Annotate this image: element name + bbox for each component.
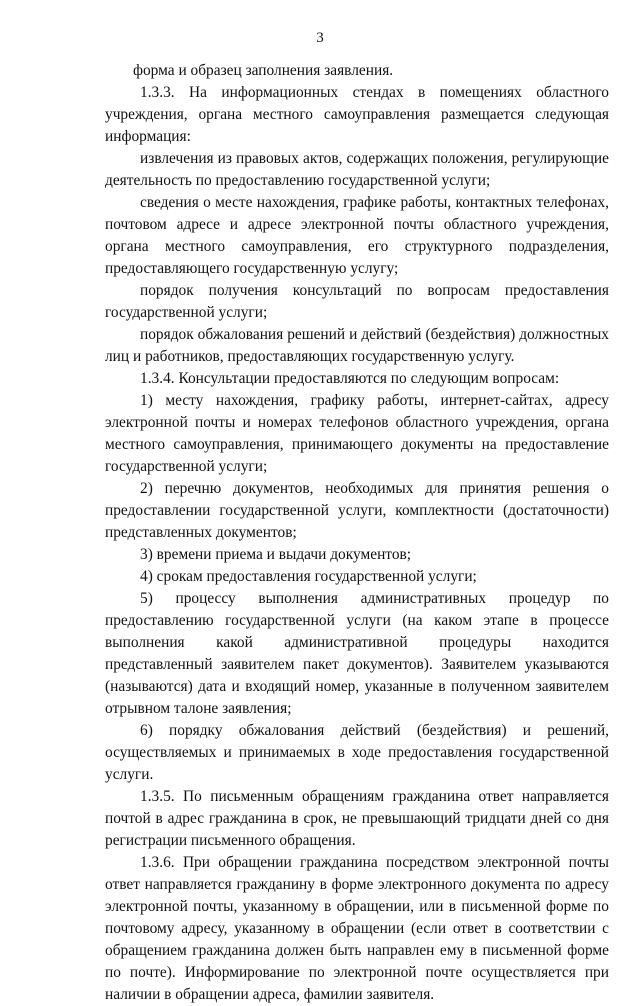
paragraph-1-3-5: 1.3.5. По письменным обращениям гражданина ответ направляется почтой в адрес гражданина в срок, не превышающий тридцати дней со дня регистрации письменного обращения. — [105, 788, 609, 849]
list-item-2: 2) перечню документов, необходимых для принятия решения о предоставлении государственной услуги, комплектности (достаточности) представленных документов; — [105, 480, 609, 541]
list-item-4: 4) срокам предоставления государственной услуги; — [140, 568, 477, 585]
paragraph-legal-extracts: извлечения из правовых актов, содержащих положения, регулирующие деятельность по предоставлению государственной услуги; — [105, 150, 609, 189]
paragraph-1-3-6: 1.3.6. При обращении гражданина посредством электронной почты ответ направляется гражданину в форме электронного документа по адресу электронной почты, указанному в обращении, или в письменной форме по почтовому адресу, указанному в обращении (если ответ в соответствии с обращением гражданина должен быть направлен ему в письменной форме по почте). Информирование по электронной почте осуществляется при наличии в обращении адреса, фамилии заявителя. — [105, 854, 609, 1003]
paragraph-consultation-order: порядок получения консультаций по вопросам предоставления государственной услуги; — [105, 282, 609, 321]
paragraph-1-3-3: 1.3.3. На информационных стендах в помещениях областного учреждения, органа местного самоуправления размещается следующая информация: — [105, 84, 609, 145]
paragraph-location-info: сведения о месте нахождения, графике работы, контактных телефонах, почтовом адресе и адресе электронной почты областного учреждения, органа местного самоуправления, его структурного подразделения, предоставляющего государственную услугу; — [105, 194, 609, 277]
list-item-5: 5) процессу выполнения административных процедур по предоставлению государственной услуги (на каком этапе в процессе выполнения какой административной процедуры находится представленный заявителем пакет документов). Заявителем указываются (называются) дата и входящий номер, указанные в полученном заявителем отрывном талоне заявления; — [105, 590, 609, 717]
paragraph-form-sample: форма и образец заполнения заявления. — [133, 62, 394, 79]
list-item-1: 1) месту нахождения, графику работы, интернет-сайтах, адресу электронной почты и номерах телефонов областного учреждения, органа местного самоуправления, принимающего документы на предоставление государственной услуги; — [105, 392, 609, 475]
document-body — [105, 60, 609, 1006]
page-number: 3 — [316, 30, 324, 46]
paragraph-appeal-order: порядок обжалования решений и действий (бездействия) должностных лиц и работников, предоставляющих государственную услугу. — [105, 326, 609, 365]
list-item-3: 3) времени приема и выдачи документов; — [140, 546, 412, 563]
paragraph-1-3-4: 1.3.4. Консультации предоставляются по следующим вопросам: — [140, 370, 560, 387]
list-item-6: 6) порядку обжалования действий (бездействия) и решений, осуществляемых и принимаемых в ходе предоставления государственной услуги. — [105, 722, 609, 783]
